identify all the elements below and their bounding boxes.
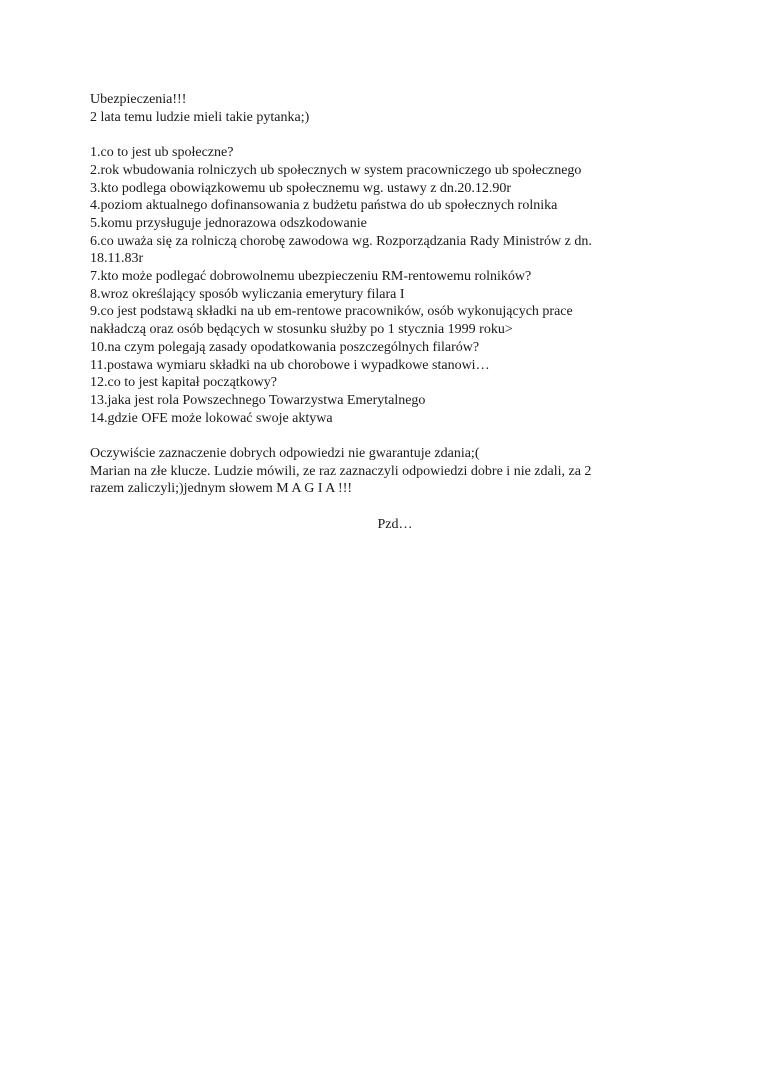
closing-line: razem zaliczyli;)jednym słowem M A G I A !!! [90,481,353,497]
question-line: 5.komu przysługuje jednorazowa odszkodowanie [90,215,367,231]
signature: Pzd… [377,516,413,532]
question-line: 7.kto może podlegać dobrowolnemu ubezpieczeniu RM-rentowemu rolników? [90,269,532,285]
question-line: 18.11.83r [90,251,144,267]
question-line: 10.na czym polegają zasady opodatkowania poszczególnych filarów? [90,339,480,355]
question-line: 12.co to jest kapitał początkowy? [90,375,277,391]
closing-line: Marian na złe klucze. Ludzie mówili, ze raz zaznaczyli odpowiedzi dobre i nie zdali, za 2 [90,463,592,479]
question-line: 4.poziom aktualnego dofinansowania z budżetu państwa do ub społecznych rolnika [90,198,558,214]
question-line: 2.rok wbudowania rolniczych ub społecznych w system pracowniczego ub społecznego [90,162,582,178]
intro-line: 2 lata temu ludzie mieli takie pytanka;) [90,109,310,125]
blank-line [90,427,670,445]
question-line: 9.co jest podstawą składki na ub em-rentowe pracowników, osób wykonujących prace [90,304,573,320]
question-line: nakładczą oraz osób będących w stosunku służby po 1 stycznia 1999 roku> [90,322,513,338]
question-line: 11.postawa wymiaru składki na ub chorobowe i wypadkowe stanowi… [90,357,490,373]
question-line: 6.co uważa się za rolniczą chorobę zawodowa wg. Rozporządzania Rady Ministrów z dn. [90,233,592,249]
question-line: 1.co to jest ub społeczne? [90,145,234,161]
blank-line [90,126,670,144]
closing-line: Oczywiście zaznaczenie dobrych odpowiedzi nie gwarantuje zdania;( [90,446,480,462]
document-title: Ubezpieczenia!!! [90,92,187,107]
question-line: 3.kto podlega obowiązkowemu ub społecznemu wg. ustawy z dn.20.12.90r [90,180,512,196]
blank-line [90,498,670,516]
question-line: 8.wroz określający sposób wyliczania emerytury filara I [90,286,405,302]
question-line: 13.jaka jest rola Powszechnego Towarzystwa Emerytalnego [90,392,426,408]
document-body [90,91,670,534]
question-line: 14.gdzie OFE może lokować swoje aktywa [90,410,333,426]
